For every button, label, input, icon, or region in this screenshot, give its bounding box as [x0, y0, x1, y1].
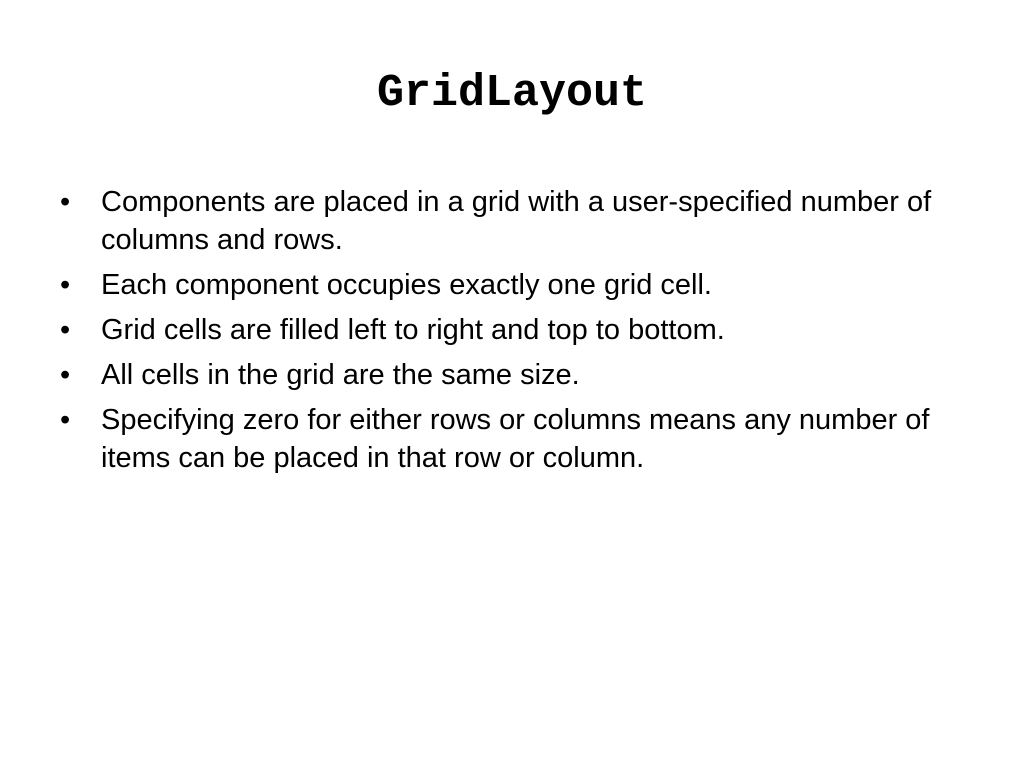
- slide-title: GridLayout: [376, 68, 648, 119]
- bullet-marker: •: [60, 314, 71, 346]
- bullet-item: [60, 311, 940, 349]
- bullet-item: [60, 401, 940, 477]
- bullet-marker: •: [60, 359, 71, 391]
- bullet-marker: •: [60, 186, 71, 218]
- bullet-text: Specifying zero for either rows or columns means any number of items can be placed in that row or column.: [101, 404, 930, 474]
- bullet-text: Each component occupies exactly one grid cell.: [101, 269, 712, 301]
- bullet-item: [60, 183, 940, 259]
- bullet-item: [60, 266, 940, 304]
- bullet-marker: •: [60, 404, 71, 436]
- bullet-item: [60, 356, 940, 394]
- bullet-text: Components are placed in a grid with a user-specified number of columns and rows.: [101, 186, 932, 256]
- bullet-marker: •: [60, 269, 71, 301]
- bullet-text: All cells in the grid are the same size.: [101, 359, 580, 391]
- bullet-list: [60, 183, 940, 484]
- bullet-text: Grid cells are filled left to right and top to bottom.: [101, 314, 725, 346]
